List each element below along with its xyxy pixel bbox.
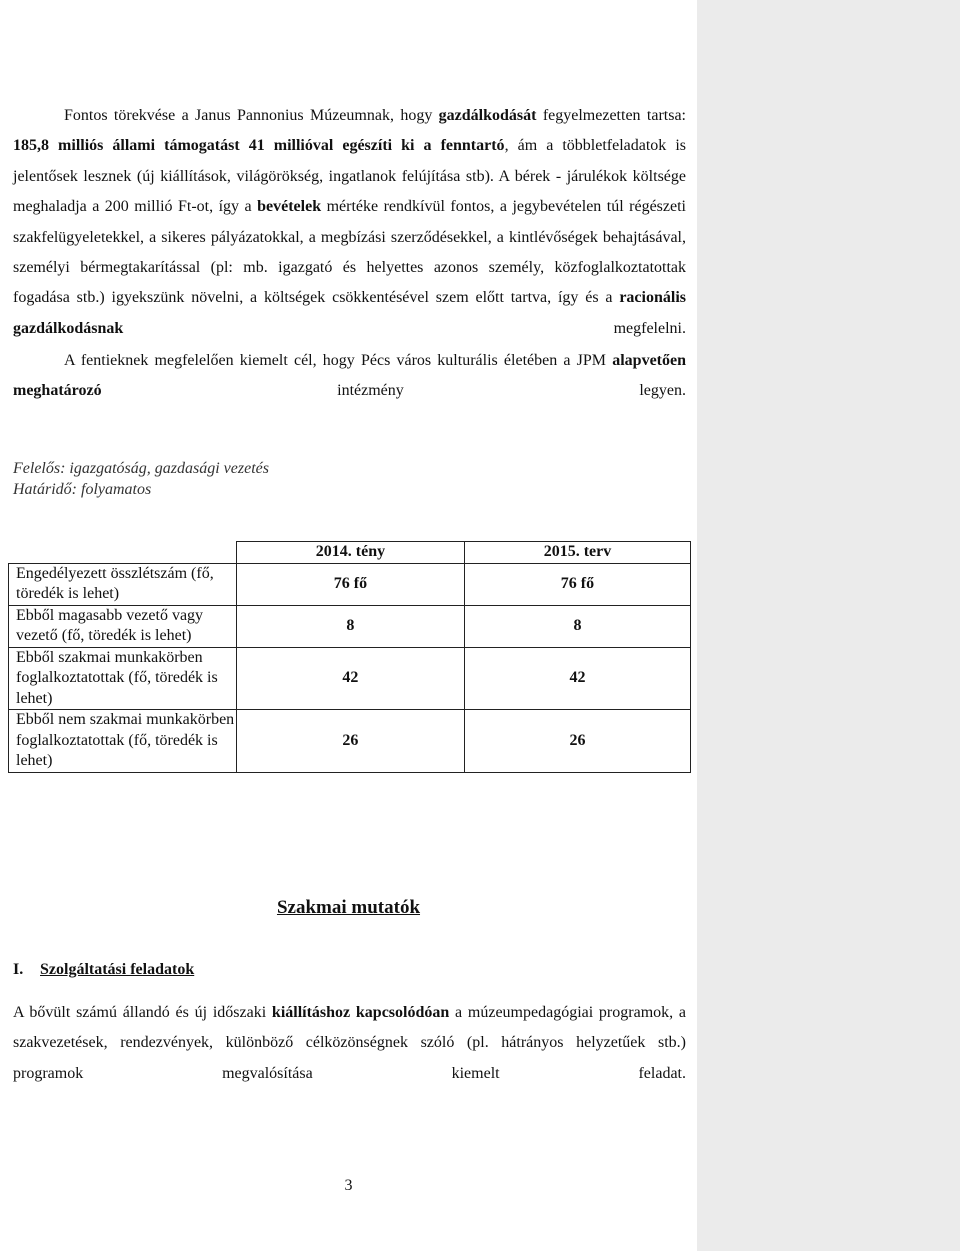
text-run: Fontos törekvése a Janus Pannonius Múzeumnak, hogy — [64, 107, 439, 124]
side-margin-panel — [697, 0, 960, 1251]
deadline-line: Határidő: folyamatos — [13, 481, 152, 498]
value-2015: 26 — [464, 710, 690, 773]
text-run: fegyelmezetten tartsa: — [536, 107, 686, 124]
responsible-line: Felelős: igazgatóság, gazdasági vezetés — [13, 460, 269, 477]
text-run: , ám a többletfeladatok is jelentősek lesznek (új kiállítások, világörökség, ingatlanok felújítása stb). A bérek - járulékok költsége meghaladja a 200 millió Ft-ot, így a — [13, 137, 687, 216]
subsection-title — [13, 961, 194, 979]
finance-paragraph — [13, 101, 686, 344]
text-run: megfelelni. — [123, 319, 686, 337]
row-label: Ebből szakmai munkakörben foglalkoztatottak (fő, töredék is lehet) — [9, 647, 237, 710]
value-2015: 42 — [464, 647, 690, 710]
section-heading: Szakmai mutatók — [276, 897, 421, 918]
row-label: Ebből nem szakmai munkakörben foglalkoztatottak (fő, töredék is lehet) — [9, 710, 237, 773]
value-2015: 8 — [464, 605, 690, 647]
section-number: I. — [13, 961, 24, 978]
table-row — [9, 605, 691, 647]
text-run: intézmény legyen. — [101, 382, 686, 400]
table-row — [9, 647, 691, 710]
value-2014: 8 — [236, 605, 464, 647]
bold-text: racionális gazdálkodásnak — [13, 289, 686, 337]
row-label: Engedélyezett összlétszám (fő, töredék is lehet) — [9, 563, 237, 605]
bold-text: bevételek — [257, 198, 322, 216]
bold-text: kiállításhoz kapcsolódóan — [271, 1004, 450, 1021]
goal-paragraph — [13, 346, 686, 407]
headcount-table — [8, 541, 691, 773]
section-title: Szolgáltatási feladatok — [40, 961, 195, 978]
bold-text: alapvetően meghatározó — [13, 352, 686, 400]
value-2015: 76 fő — [464, 563, 690, 605]
value-2014: 42 — [236, 647, 464, 710]
text-run: mértéke rendkívül fontos, a jegybevételen túl régészeti szakfelügyeletekkel, a sikeres pályázatokkal, a megbízási szerződésekkel, a kintlévőségek behajtásával, személyi bérmegtakarítással (pl: mb. igazgató és helyettes azonos személy, közfoglalkoztatottak fogadása stb.) igyekszünk növelni, a költségek csökkentésével szem előtt tartva, így és a — [13, 198, 687, 307]
column-header-2015: 2015. terv — [464, 542, 690, 564]
value-2014: 26 — [236, 710, 464, 773]
text-run: A bővült számú állandó és új időszaki — [13, 1004, 272, 1021]
table-header-row — [9, 542, 691, 564]
row-label: Ebből magasabb vezető vagy vezető (fő, töredék is lehet) — [9, 605, 237, 647]
table-row — [9, 710, 691, 773]
services-paragraph — [13, 998, 686, 1089]
column-header-2014: 2014. tény — [236, 542, 464, 564]
table-corner-cell — [9, 542, 237, 564]
table-row — [9, 563, 691, 605]
bold-text: 185,8 milliós állami támogatást 41 millióval egészíti ki a fenntartó — [13, 137, 505, 155]
text-run: a múzeumpedagógiai programok, a szakvezetések, rendezvények, különböző célközönségnek szóló (pl. hátrányos helyzetűek stb.) programok megvalósítása kiemelt feladat. — [13, 1004, 686, 1082]
text-run: A fentieknek megfelelően kiemelt cél, hogy Pécs város kulturális életében a JPM — [64, 352, 613, 369]
page-number: 3 — [344, 1177, 353, 1194]
bold-text: gazdálkodását — [438, 107, 537, 124]
value-2014: 76 fő — [236, 563, 464, 605]
